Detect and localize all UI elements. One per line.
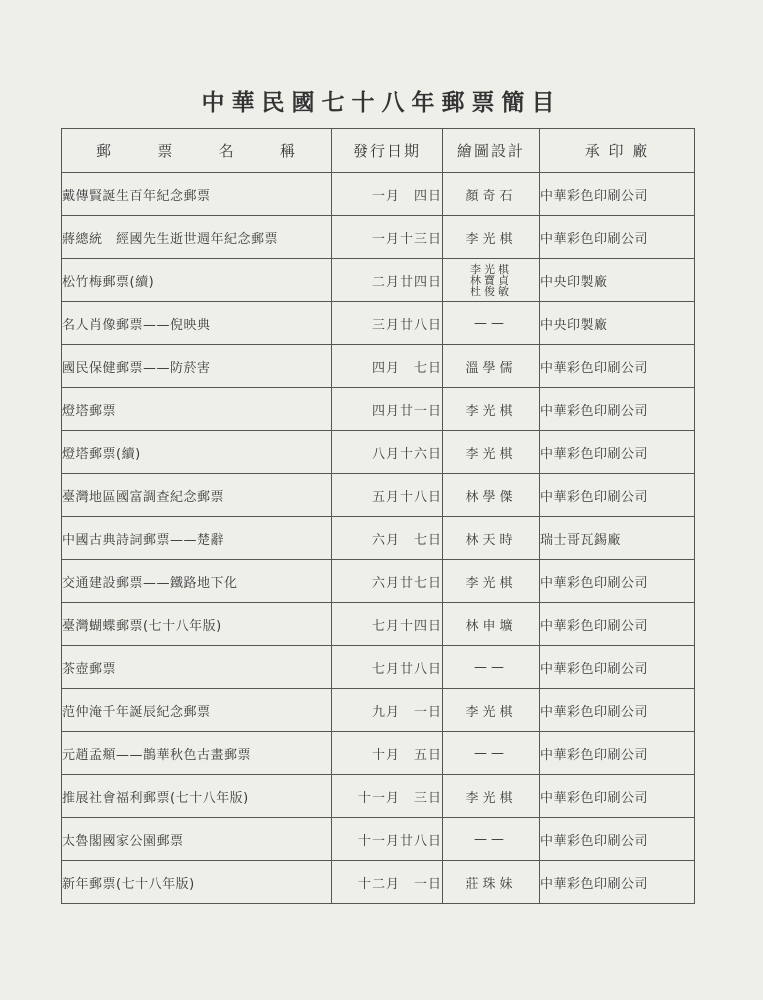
table-row — [62, 689, 695, 732]
designer-name: —— — [474, 659, 508, 675]
table-row — [62, 732, 695, 775]
table-row — [62, 818, 695, 861]
table-body — [62, 173, 695, 904]
printer-cell: 中華彩色印刷公司 — [540, 474, 695, 517]
header-stamp-name-char: 名 — [218, 142, 236, 160]
header-stamp-name-char: 稱 — [279, 142, 297, 160]
stamp-name-cell: 戴傳賢誕生百年紀念郵票 — [62, 173, 332, 216]
issue-date-cell: 二月廿四日 — [332, 259, 443, 302]
designer-name: 李光棋 — [465, 403, 517, 419]
issue-date-cell: 六月廿七日 — [332, 560, 443, 603]
designer-name: 李光棋 — [465, 446, 517, 462]
header-stamp-name-char: 郵 — [96, 142, 114, 160]
table-row — [62, 431, 695, 474]
issue-date-cell: 十一月廿八日 — [332, 818, 443, 861]
table-row — [62, 560, 695, 603]
header-stamp-name — [62, 129, 332, 173]
table-row — [62, 216, 695, 259]
stamp-name-cell: 中國古典詩詞郵票——楚辭 — [62, 517, 332, 560]
designer-name: 莊珠妹 — [465, 876, 517, 892]
printer-cell: 中央印製廠 — [540, 302, 695, 345]
designer-name: 李光棋 — [465, 790, 517, 806]
designer-cell — [443, 517, 540, 560]
printer-cell: 中華彩色印刷公司 — [540, 431, 695, 474]
designer-cell — [443, 861, 540, 904]
designer-name: 李光棋 — [465, 704, 517, 720]
printer-cell: 中華彩色印刷公司 — [540, 689, 695, 732]
stamp-name-cell: 交通建設郵票——鐵路地下化 — [62, 560, 332, 603]
stamp-name-cell: 推展社會福利郵票(七十八年版) — [62, 775, 332, 818]
designer-name: 林寶貞 — [470, 273, 512, 287]
designer-cell — [443, 474, 540, 517]
table-row — [62, 861, 695, 904]
designer-cell — [443, 345, 540, 388]
printer-cell: 中華彩色印刷公司 — [540, 818, 695, 861]
table-header-row — [62, 129, 695, 173]
issue-date-cell: 十一月 三日 — [332, 775, 443, 818]
issue-date-cell: 一月十三日 — [332, 216, 443, 259]
table-row — [62, 474, 695, 517]
printer-cell: 瑞士哥瓦錫廠 — [540, 517, 695, 560]
printer-cell: 中華彩色印刷公司 — [540, 345, 695, 388]
header-printer: 承 印 廠 — [540, 129, 695, 173]
table-row — [62, 603, 695, 646]
designer-name: 李光棋 — [465, 575, 517, 591]
designer-cell — [443, 603, 540, 646]
stamp-name-cell: 臺灣地區國富調查紀念郵票 — [62, 474, 332, 517]
printer-cell: 中華彩色印刷公司 — [540, 861, 695, 904]
designer-cell — [443, 560, 540, 603]
printer-cell: 中華彩色印刷公司 — [540, 646, 695, 689]
table-row — [62, 775, 695, 818]
designer-cell — [443, 689, 540, 732]
designer-name: —— — [474, 745, 508, 761]
stamp-name-cell: 燈塔郵票(續) — [62, 431, 332, 474]
printer-cell: 中華彩色印刷公司 — [540, 732, 695, 775]
designer-name: 林天時 — [465, 532, 517, 548]
table-row — [62, 173, 695, 216]
designer-cell — [443, 173, 540, 216]
issue-date-cell: 三月廿八日 — [332, 302, 443, 345]
stamp-name-cell: 臺灣蝴蝶郵票(七十八年版) — [62, 603, 332, 646]
designer-cell — [443, 646, 540, 689]
designer-name: 李光棋 — [465, 231, 517, 247]
designer-name: —— — [474, 831, 508, 847]
designer-name: 顏奇石 — [465, 188, 517, 204]
issue-date-cell: 四月廿一日 — [332, 388, 443, 431]
stamp-name-cell: 范仲淹千年誕辰紀念郵票 — [62, 689, 332, 732]
designer-name: 溫學儒 — [465, 360, 517, 376]
designer-cell — [443, 302, 540, 345]
issue-date-cell: 四月 七日 — [332, 345, 443, 388]
designer-cell — [443, 818, 540, 861]
designer-name: —— — [474, 315, 508, 331]
issue-date-cell: 七月廿八日 — [332, 646, 443, 689]
header-issue-date: 發行日期 — [332, 129, 443, 173]
table-row — [62, 517, 695, 560]
table-row — [62, 302, 695, 345]
stamp-name-cell: 元趙孟頫——鵲華秋色古畫郵票 — [62, 732, 332, 775]
header-stamp-name-char: 票 — [157, 142, 175, 160]
designer-name: 李光棋 — [470, 262, 512, 276]
stamp-name-cell: 茶壺郵票 — [62, 646, 332, 689]
issue-date-cell: 八月十六日 — [332, 431, 443, 474]
printer-cell: 中華彩色印刷公司 — [540, 388, 695, 431]
issue-date-cell: 九月 一日 — [332, 689, 443, 732]
stamp-name-cell: 蔣總統 經國先生逝世週年紀念郵票 — [62, 216, 332, 259]
issue-date-cell: 五月十八日 — [332, 474, 443, 517]
issue-date-cell: 一月 四日 — [332, 173, 443, 216]
stamp-name-cell: 新年郵票(七十八年版) — [62, 861, 332, 904]
designer-cell — [443, 259, 540, 302]
stamp-name-cell: 太魯閣國家公園郵票 — [62, 818, 332, 861]
table-row — [62, 259, 695, 302]
printer-cell: 中央印製廠 — [540, 259, 695, 302]
issue-date-cell: 十月 五日 — [332, 732, 443, 775]
printer-cell: 中華彩色印刷公司 — [540, 560, 695, 603]
designer-name: 林申壙 — [465, 618, 517, 634]
printer-cell: 中華彩色印刷公司 — [540, 603, 695, 646]
stamp-name-cell: 國民保健郵票——防菸害 — [62, 345, 332, 388]
table-row — [62, 345, 695, 388]
stamp-name-cell: 燈塔郵票 — [62, 388, 332, 431]
designer-name: 杜俊敏 — [470, 284, 512, 298]
printer-cell: 中華彩色印刷公司 — [540, 173, 695, 216]
designer-cell — [443, 388, 540, 431]
printer-cell: 中華彩色印刷公司 — [540, 216, 695, 259]
issue-date-cell: 六月 七日 — [332, 517, 443, 560]
designer-cell — [443, 775, 540, 818]
designer-cell — [443, 732, 540, 775]
stamp-name-cell: 松竹梅郵票(續) — [62, 259, 332, 302]
printer-cell: 中華彩色印刷公司 — [540, 775, 695, 818]
stamp-name-cell: 名人肖像郵票——倪映典 — [62, 302, 332, 345]
stamp-list-table — [61, 128, 695, 904]
designer-cell — [443, 431, 540, 474]
page-title: 中華民國七十八年郵票簡目 — [201, 90, 562, 116]
table-row — [62, 388, 695, 431]
issue-date-cell: 七月十四日 — [332, 603, 443, 646]
designer-cell — [443, 216, 540, 259]
designer-name: 林學傑 — [465, 489, 517, 505]
issue-date-cell: 十二月 一日 — [332, 861, 443, 904]
header-designer: 繪圖設計 — [443, 129, 540, 173]
table-row — [62, 646, 695, 689]
